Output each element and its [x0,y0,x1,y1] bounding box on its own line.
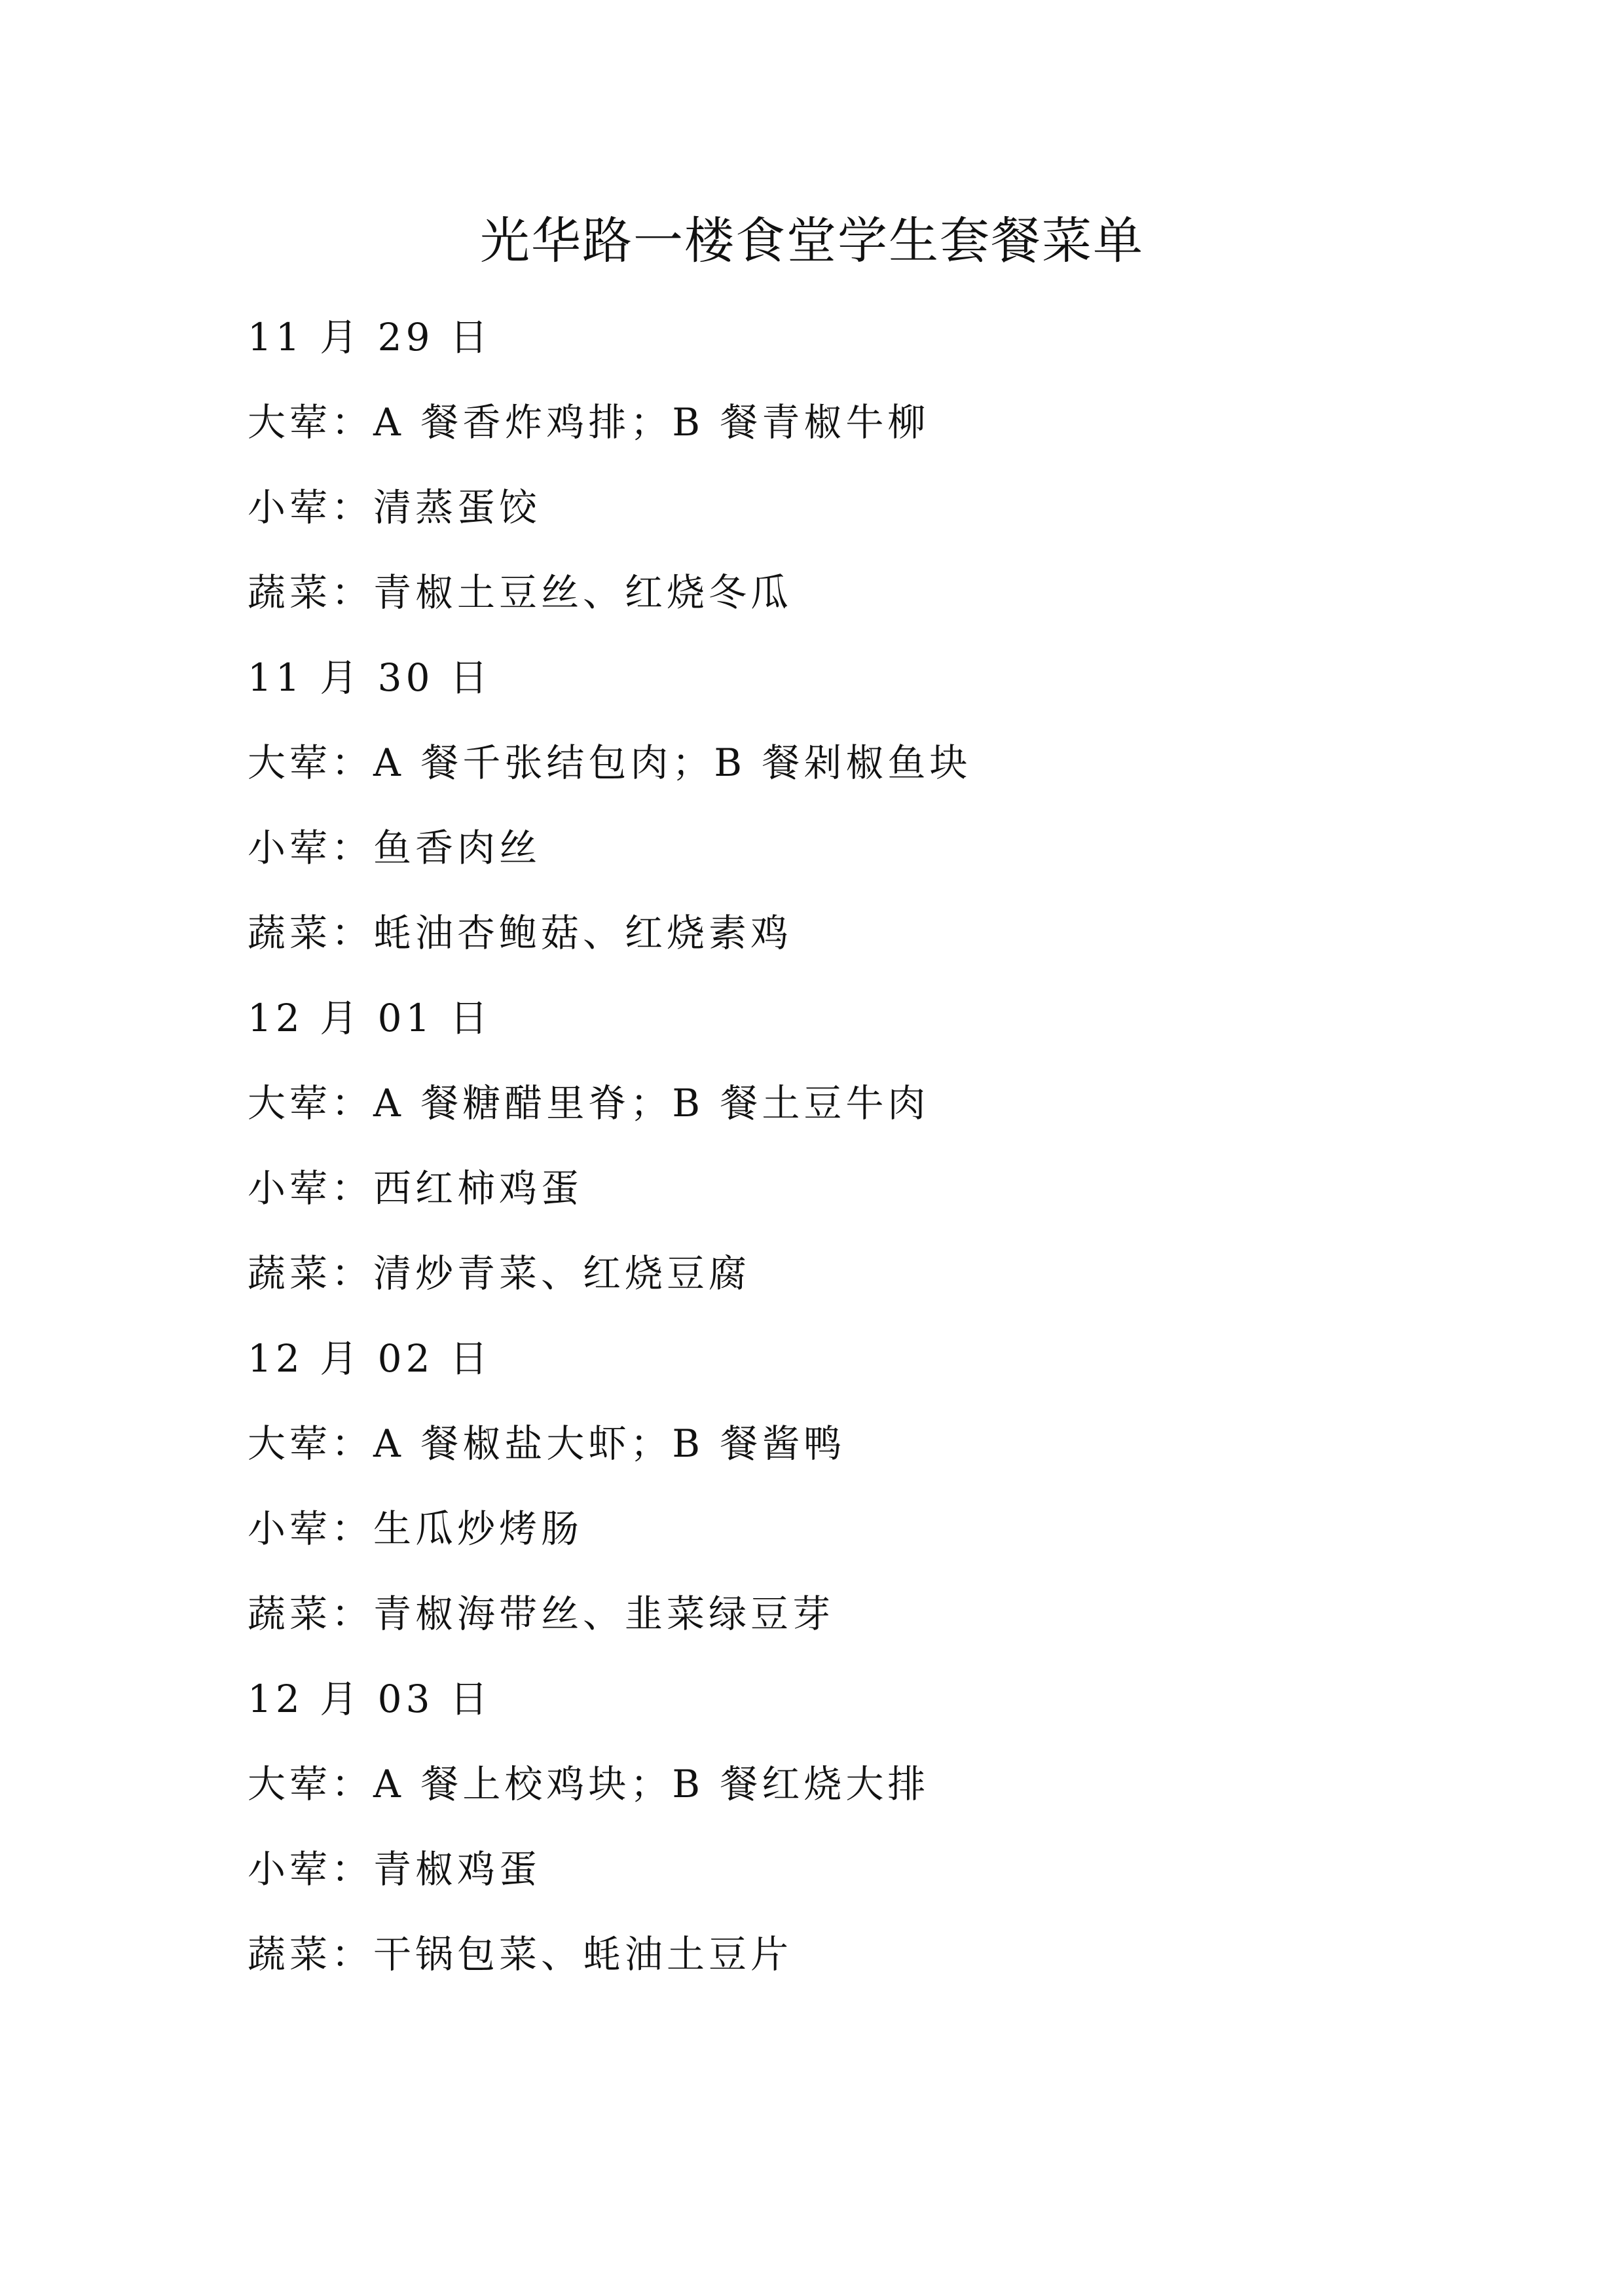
main-dish-line: 大荤：A 餐千张结包肉；B 餐剁椒鱼块 [248,740,972,785]
day-date: 12 月 02 日 [248,1336,492,1381]
day-block-5 [248,1656,1492,1997]
main-dish-line: 大荤：A 餐上校鸡块；B 餐红烧大排 [248,1762,930,1806]
minor-dish-line: 小荤：清蒸蛋饺 [248,485,542,530]
minor-dish-line: 小荤：青椒鸡蛋 [248,1847,542,1891]
page-title: 光华路一楼食堂学生套餐菜单 [480,211,1144,270]
day-block-3 [248,975,1492,1316]
minor-dish-line: 小荤：生瓜炒烤肠 [248,1506,583,1551]
vegetable-line: 蔬菜：干锅包菜、蚝油土豆片 [248,1932,793,1977]
main-dish-line: 大荤：A 餐香炸鸡排；B 餐青椒牛柳 [248,400,930,445]
main-dish-line: 大荤：A 餐椒盐大虾；B 餐酱鸭 [248,1421,846,1466]
day-block-2 [248,635,1492,975]
menu-body [248,295,1492,1997]
vegetable-line: 蔬菜：蚝油杏鲍菇、红烧素鸡 [248,911,793,955]
minor-dish-line: 小荤：西红柿鸡蛋 [248,1166,583,1211]
main-dish-line: 大荤：A 餐糖醋里脊；B 餐土豆牛肉 [248,1081,930,1125]
vegetable-line: 蔬菜：青椒土豆丝、红烧冬瓜 [248,570,793,615]
vegetable-line: 蔬菜：青椒海带丝、韭菜绿豆芽 [248,1592,835,1636]
day-date: 12 月 03 日 [248,1677,492,1721]
day-date: 11 月 30 日 [248,655,492,700]
vegetable-line: 蔬菜：清炒青菜、红烧豆腐 [248,1251,751,1296]
day-block-4 [248,1316,1492,1656]
day-date: 12 月 01 日 [248,996,492,1040]
day-block-1 [248,295,1492,635]
day-date: 11 月 29 日 [248,315,492,359]
minor-dish-line: 小荤：鱼香肉丝 [248,826,542,870]
